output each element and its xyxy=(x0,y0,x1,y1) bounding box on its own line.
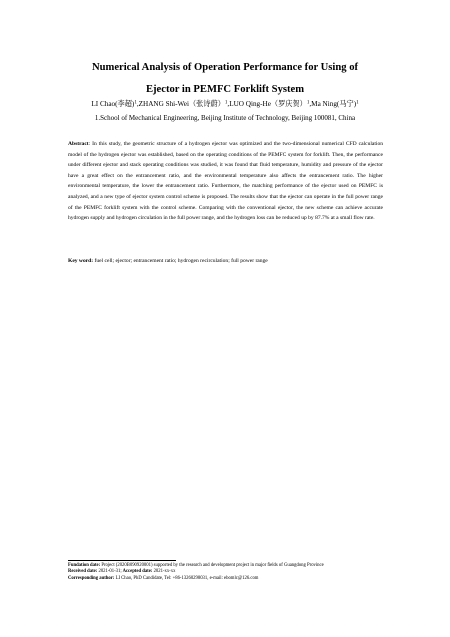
abstract xyxy=(68,139,383,224)
author-affiliation-mark: 1 xyxy=(224,100,228,106)
received-label: Received date: xyxy=(68,569,98,575)
abstract-label: Abstract xyxy=(68,141,89,147)
funding-label: Fundation date: xyxy=(68,563,101,568)
author-list xyxy=(40,100,410,109)
abstract-text: : In this study, the geometric structure of a hydrogen ejector was optimized and the two-dimensional numerical CFD calculation model of the hydrogen ejector was established, based on the operating conditions of the PEMFC system for forklift. Then, the performance under different ejector and stack operating conditions was studied, it was found that fluid temperature, humidity and pressure of the ejector have a great effect on the entrancement ratio, and the environmental temperature also affects the entrancement ratio. The higher environmental temperature, the lower the entrancement ratio. Furthermore, the matching performance of the ejector used on PEMFC is analyzed, and a new type of ejector system control scheme is proposed. The results show that the ejector can operate in the full power range of the PEMFC forklift system with the control scheme. Comparing with the conventional ejector, the new scheme can achieve accurate hydrogen supply and hydrogen circulation in the full power range, and the hydrogen loss can be reduced up by 87.7% at a small flow rate. xyxy=(68,141,383,222)
footnotes xyxy=(68,563,388,582)
author-name: LI Chao(李超) xyxy=(91,100,135,108)
author-affiliation-mark: 1 xyxy=(356,100,359,106)
paper-title-line-1: Numerical Analysis of Operation Performance for Using of xyxy=(91,62,359,73)
author-affiliation-mark: 1 xyxy=(134,100,137,106)
accepted-label: Accepted date: xyxy=(121,569,153,575)
corresponding-author-note xyxy=(68,576,388,582)
keywords-label: Key word: xyxy=(68,258,94,264)
author-name: ,Ma Ning(马宁) xyxy=(309,100,357,108)
author-affiliation-mark: 1 xyxy=(306,100,310,106)
affiliation: 1.School of Mechanical Engineering, Beijing Institute of Technology, Beijing 100081, China xyxy=(94,114,356,122)
paper-title-line-2: Ejector in PEMFC Forklift System xyxy=(145,84,305,95)
keywords-text: fuel cell; ejector; entrancement ratio; hydrogen recirculation; full power range xyxy=(93,258,268,264)
author-name: ,ZHANG Shi-Wei（张诗蔚） xyxy=(136,100,225,108)
author-name: ,LUO Qing-He（罗庆贺） xyxy=(227,100,307,108)
accepted-date: 2021-xx-xx xyxy=(152,569,176,575)
received-date: 2021-01-31; xyxy=(97,569,122,575)
keywords xyxy=(68,257,383,266)
footnote-divider xyxy=(68,560,176,561)
corresponding-text: LI Chao, PhD Candidate, Tel: +86-13260298031, e-mail: ebomlc@126.com xyxy=(114,575,259,581)
funding-text: Project (2020B090920001) supported by the research and development project in major fields of Guangdong Province xyxy=(100,563,324,568)
corresponding-label: Corresponding author: xyxy=(68,575,115,581)
